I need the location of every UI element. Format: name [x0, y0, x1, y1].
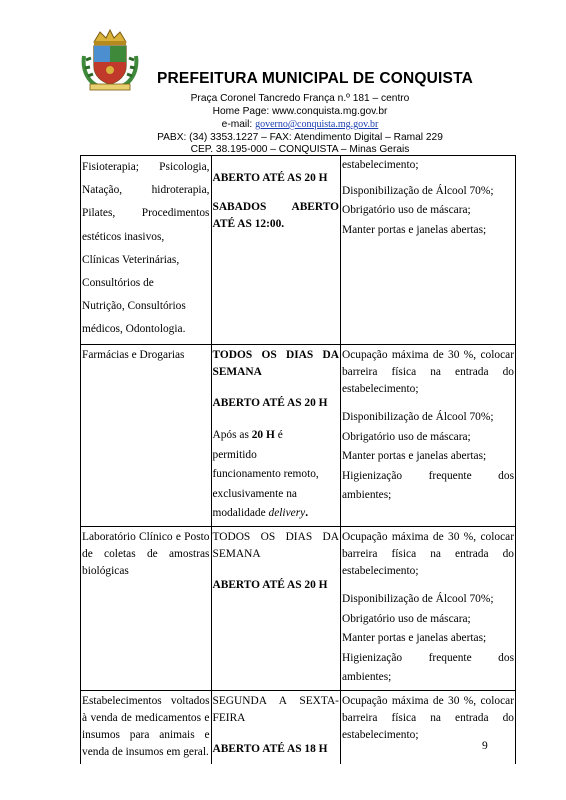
- measure-item: Disponibilização de Álcool 70%;: [341, 184, 494, 197]
- measures-cell: [340, 526, 515, 690]
- table-row: [81, 526, 516, 690]
- schedule-cell: [211, 344, 340, 526]
- schedule-cell: [211, 156, 340, 345]
- measure-item: Manter portas e janelas abertas;: [341, 632, 487, 645]
- schedule-cell: [211, 526, 340, 690]
- measure-item: Disponibilização de Álcool 70%;: [341, 593, 494, 606]
- measure-item: Manter portas e janelas abertas;: [341, 223, 487, 236]
- table-row: [81, 344, 516, 526]
- activity-line: Pilates, Procedimentos: [82, 207, 210, 220]
- schedule-days: TODOS OS DIAS DA SEMANA: [212, 348, 339, 378]
- schedule-open: ABERTO ATÉ AS 18 H: [212, 743, 328, 756]
- measure-item: estabelecimento;: [341, 159, 419, 171]
- activity-cell: [81, 156, 212, 345]
- activity-cell: [81, 526, 212, 690]
- schedule-open: ABERTO ATÉ AS 20 H: [212, 579, 328, 592]
- homepage-line: Home Page: www.conquista.mg.gov.br: [212, 106, 388, 117]
- activity-text: Laboratório Clínico e Posto de coletas de amostras biológicas: [82, 530, 210, 578]
- schedule-days: TODOS OS DIAS DA SEMANA: [212, 530, 339, 560]
- activity-cell: [81, 690, 212, 763]
- measure-item: Higienização frequente dos ambientes;: [341, 469, 514, 502]
- cep-line: CEP. 38.195-000 – CONQUISTA – Minas Gerais: [190, 144, 410, 155]
- measure-item: Ocupação máxima de 30 %, colocar barreira física na entrada do estabelecimento;: [341, 694, 514, 742]
- measure-item: Ocupação máxima de 30 %, colocar barreira física na entrada do estabelecimento;: [341, 530, 514, 578]
- measure-item: Manter portas e janelas abertas;: [341, 450, 487, 463]
- measure-item: Disponibilização de Álcool 70%;: [341, 411, 494, 424]
- schedule-days: SEGUNDA A SEXTA-FEIRA: [212, 694, 339, 725]
- municipal-crest-icon: [80, 26, 140, 92]
- email-label: e-mail:: [221, 119, 256, 130]
- table-row: [81, 690, 516, 763]
- activity-line: médicos, Odontologia.: [82, 323, 186, 336]
- after-hours-note: Após as 20 H é permitido funcionamento remoto, exclusivamente na modalidade delivery.: [212, 429, 319, 520]
- activity-line: Nutrição, Consultórios: [82, 300, 186, 313]
- measures-cell: [340, 690, 515, 763]
- institution-title: PREFEITURA MUNICIPAL DE CONQUISTA: [156, 70, 474, 87]
- measure-item: Ocupação máxima de 30 %, colocar barreira física na entrada do estabelecimento;: [341, 348, 514, 396]
- email-line: [80, 119, 520, 131]
- email-link[interactable]: governo@conquista.mg.gov.br: [255, 119, 379, 130]
- activity-line: Natação, hidroterapia,: [82, 184, 210, 197]
- schedule-cell: [211, 690, 340, 763]
- activity-line: Clínicas Veterinárias,: [82, 253, 180, 266]
- measure-item: Higienização frequente dos ambientes;: [341, 651, 514, 684]
- phone-line: PABX: (34) 3353.1227 – FAX: Atendimento Digital – Ramal 229: [157, 132, 443, 143]
- regulations-table: [80, 155, 516, 764]
- activity-line: estéticos inasivos,: [82, 230, 165, 243]
- address-line: Praça Coronel Tancredo França n.º 181 – centro: [190, 93, 410, 104]
- activity-text: Farmácias e Drogarias: [82, 348, 185, 361]
- schedule-open: ABERTO ATÉ AS 20 H: [212, 397, 328, 410]
- measure-item: Obrigatório uso de máscara;: [341, 612, 471, 625]
- measure-item: Obrigatório uso de máscara;: [341, 204, 471, 216]
- schedule-saturday: SABADOS ABERTO: [212, 201, 339, 214]
- schedule-open: ABERTO ATÉ AS 20 H: [212, 172, 328, 184]
- schedule-saturday-time: ATÉ AS 12:00.: [212, 218, 285, 231]
- letterhead: [0, 0, 566, 156]
- table-row: [81, 156, 516, 345]
- activity-line: Consultórios de: [82, 277, 154, 290]
- activity-cell: [81, 344, 212, 526]
- page-number: 9: [482, 740, 488, 752]
- measures-cell: [340, 344, 515, 526]
- measures-cell: [340, 156, 515, 345]
- activity-text: Estabelecimentos voltados à venda de medicamentos e insumos para animais e venda de insumos em geral.: [82, 694, 210, 759]
- measure-item: Obrigatório uso de máscara;: [341, 430, 471, 443]
- activity-line: Fisioterapia; Psicologia,: [82, 161, 210, 173]
